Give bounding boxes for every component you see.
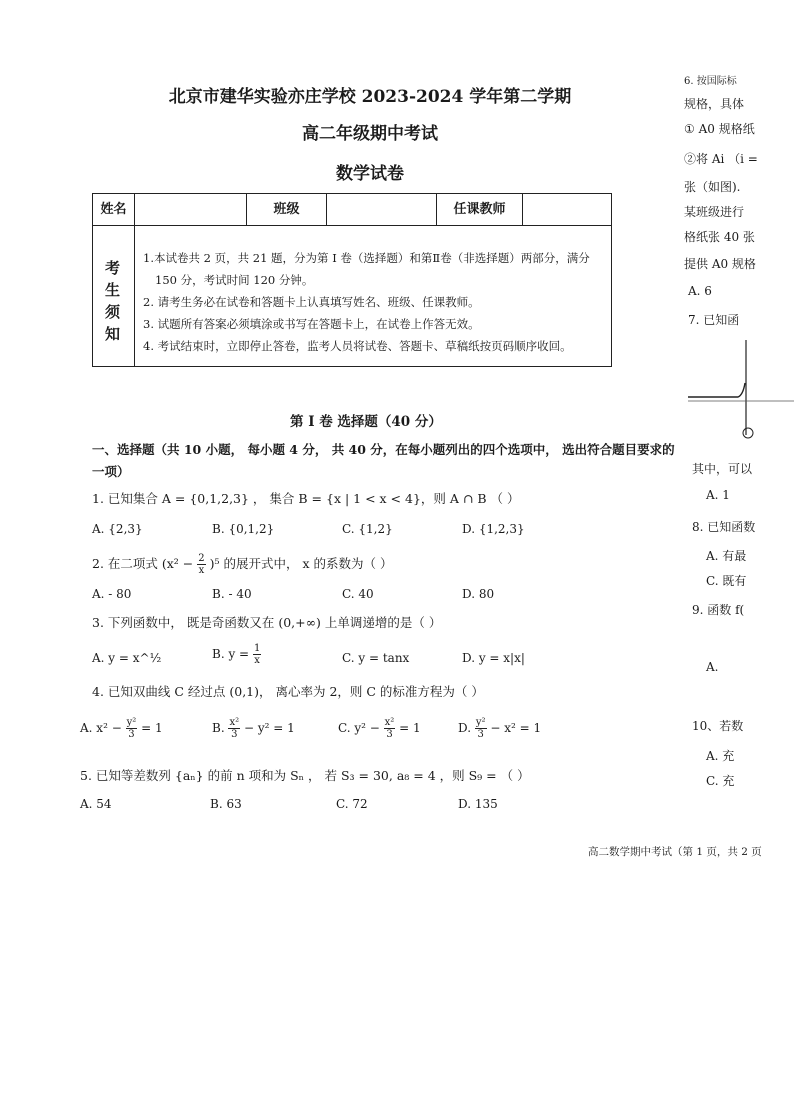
- right-line: C. 充: [706, 774, 735, 788]
- question-5: 5. 已知等差数列 {aₙ} 的前 n 项和为 Sₙ ， 若 S₃ = 30, a₈ = 4 ，则 S₉ = （ ）: [80, 768, 530, 783]
- right-line: 张（如图).: [684, 180, 741, 194]
- right-line: A. 1: [706, 488, 730, 502]
- q4-d-fraction: [475, 717, 487, 740]
- q4-b-pre: B.: [212, 721, 225, 735]
- q2-stem-pre: 2. 在二项式 (x² −: [92, 556, 194, 571]
- q4-c-post: = 1: [399, 721, 421, 735]
- q4-a-den: 3: [128, 729, 135, 740]
- right-line: ②将 Ai （i =: [684, 152, 758, 166]
- q3-b-pre: B. y =: [212, 647, 250, 661]
- q4-option-b: [212, 717, 295, 740]
- subject-title: 数学试卷: [336, 164, 404, 184]
- q4-d-post: − x² = 1: [490, 721, 542, 735]
- q2-option-b: B. - 40: [212, 587, 252, 601]
- notes-label-char: 考: [105, 259, 121, 277]
- q2-fraction: [197, 553, 205, 576]
- q3-b-fraction: [253, 643, 261, 666]
- right-line: 格纸张 40 张: [684, 230, 755, 244]
- q3-option-c: C. y = tanx: [342, 651, 410, 665]
- note-line: 3. 试题所有答案必须填涂或书写在答题卡上，在试卷上作答无效。: [143, 317, 480, 331]
- q4-d-den: 3: [477, 729, 484, 740]
- exam-title: 高二年级期中考试: [302, 124, 438, 144]
- right-page-fragment: [660, 60, 794, 860]
- q1-option-d: D. {1,2,3}: [462, 522, 525, 536]
- q4-option-c: [338, 717, 421, 740]
- q4-c-den: 3: [386, 729, 393, 740]
- q2-stem-post: )⁵ 的展开式中， x 的系数为（ ）: [209, 556, 393, 571]
- right-line: 7. 已知函: [688, 313, 740, 327]
- q2-option-d: D. 80: [462, 587, 495, 601]
- q3-b-num: 1: [253, 643, 261, 654]
- right-line: C. 既有: [706, 574, 747, 588]
- function-graph-fragment: [688, 335, 794, 445]
- notes-label: [93, 225, 135, 366]
- q4-a-fraction: [126, 717, 138, 740]
- right-line: A.: [706, 660, 719, 674]
- section-heading: 一、选择题（共 10 小题， 每小题 4 分， 共 40 分，在每小题列出的四个选项中， 选出符合题目要求的: [92, 442, 675, 457]
- q1-option-c: C. {1,2}: [342, 522, 393, 536]
- q2-frac-den: x: [198, 565, 205, 576]
- q4-option-d: [458, 717, 541, 740]
- q4-b-post: − y² = 1: [243, 721, 295, 735]
- q5-option-c: C. 72: [336, 797, 368, 811]
- q4-option-a: [80, 717, 163, 740]
- q1-option-b: B. {0,1,2}: [212, 522, 275, 536]
- right-line: 10、若数: [692, 719, 744, 733]
- right-line: 提供 A0 规格: [684, 257, 756, 271]
- note-line: 1.本试卷共 2 页，共 21 题，分为第 I 卷（选择题）和第Ⅱ卷（非选择题）两部分，满分: [143, 251, 590, 265]
- q4-b-den: 3: [231, 729, 238, 740]
- question-3: 3. 下列函数中， 既是奇函数又在 (0,+∞) 上单调递增的是（ ）: [92, 615, 442, 630]
- q5-option-a: A. 54: [80, 797, 112, 811]
- q5-option-d: D. 135: [458, 797, 498, 811]
- note-line: 2. 请考生务必在试卷和答题卡上认真填写姓名、班级、任课教师。: [143, 295, 480, 309]
- q3-option-a: A. y = x^½: [92, 651, 162, 665]
- q4-d-num: y²: [475, 717, 486, 728]
- info-table: [92, 193, 612, 367]
- notes-label-char: 须: [105, 303, 121, 321]
- info-header-row: [93, 194, 611, 226]
- q4-a-num: y²: [126, 717, 137, 728]
- teacher-field: [523, 194, 611, 225]
- right-line: 某班级进行: [684, 205, 745, 219]
- right-line: 8. 已知函数: [692, 520, 756, 534]
- q4-a-post: = 1: [141, 721, 163, 735]
- q4-c-pre: C. y² −: [338, 721, 380, 735]
- notes-label-char: 知: [105, 325, 121, 343]
- q4-b-num: x²: [229, 717, 240, 728]
- school-title: 北京市建华实验亦庄学校 2023-2024 学年第二学期: [168, 87, 572, 107]
- right-line: A. 有最: [706, 549, 747, 563]
- right-line: ① A0 规格纸: [684, 122, 755, 136]
- note-line: 150 分，考试时间 120 分钟。: [155, 273, 314, 287]
- right-line: A. 充: [706, 749, 735, 763]
- name-label: 姓名: [93, 194, 135, 225]
- page-footer: 高二数学期中考试（第 1 页，共 2 页: [588, 846, 762, 858]
- question-1: 1. 已知集合 A = {0,1,2,3} ， 集合 B = {x | 1 < x < 4}，则 A ∩ B （ ）: [92, 491, 520, 506]
- q4-b-fraction: [228, 717, 240, 740]
- right-line: 其中，可以: [692, 462, 753, 476]
- q4-a-pre: A. x² −: [80, 721, 122, 735]
- q3-b-den: x: [254, 655, 260, 666]
- right-line: 9. 函数 f(: [692, 603, 745, 617]
- q2-option-a: A. - 80: [92, 587, 132, 601]
- q4-d-pre: D.: [458, 721, 472, 735]
- q4-c-num: x²: [384, 717, 395, 728]
- right-line: A. 6: [688, 284, 712, 298]
- q3-option-b: [212, 643, 261, 666]
- q1-option-a: A. {2,3}: [92, 522, 143, 536]
- part-title: 第 I 卷 选择题（40 分）: [290, 414, 442, 430]
- name-field: [135, 194, 247, 225]
- q4-c-fraction: [384, 717, 396, 740]
- question-2: [92, 553, 392, 576]
- q2-option-c: C. 40: [342, 587, 374, 601]
- right-line: 规格，具体: [684, 97, 745, 111]
- class-label: 班级: [247, 194, 327, 225]
- q2-frac-num: 2: [198, 553, 205, 564]
- section-heading-cont: 一项）: [92, 464, 130, 479]
- q5-option-b: B. 63: [210, 797, 242, 811]
- right-line: 6. 按国际标: [684, 76, 737, 87]
- note-line: 4. 考试结束时，立即停止答卷，监考人员将试卷、答题卡、草稿纸按页码顺序收回。: [143, 339, 572, 353]
- question-4: 4. 已知双曲线 C 经过点 (0,1)， 离心率为 2，则 C 的标准方程为（ ）: [92, 684, 484, 699]
- teacher-label: 任课教师: [437, 194, 523, 225]
- q3-option-d: D. y = x|x|: [462, 651, 525, 665]
- class-field: [327, 194, 437, 225]
- notes-label-char: 生: [105, 281, 121, 299]
